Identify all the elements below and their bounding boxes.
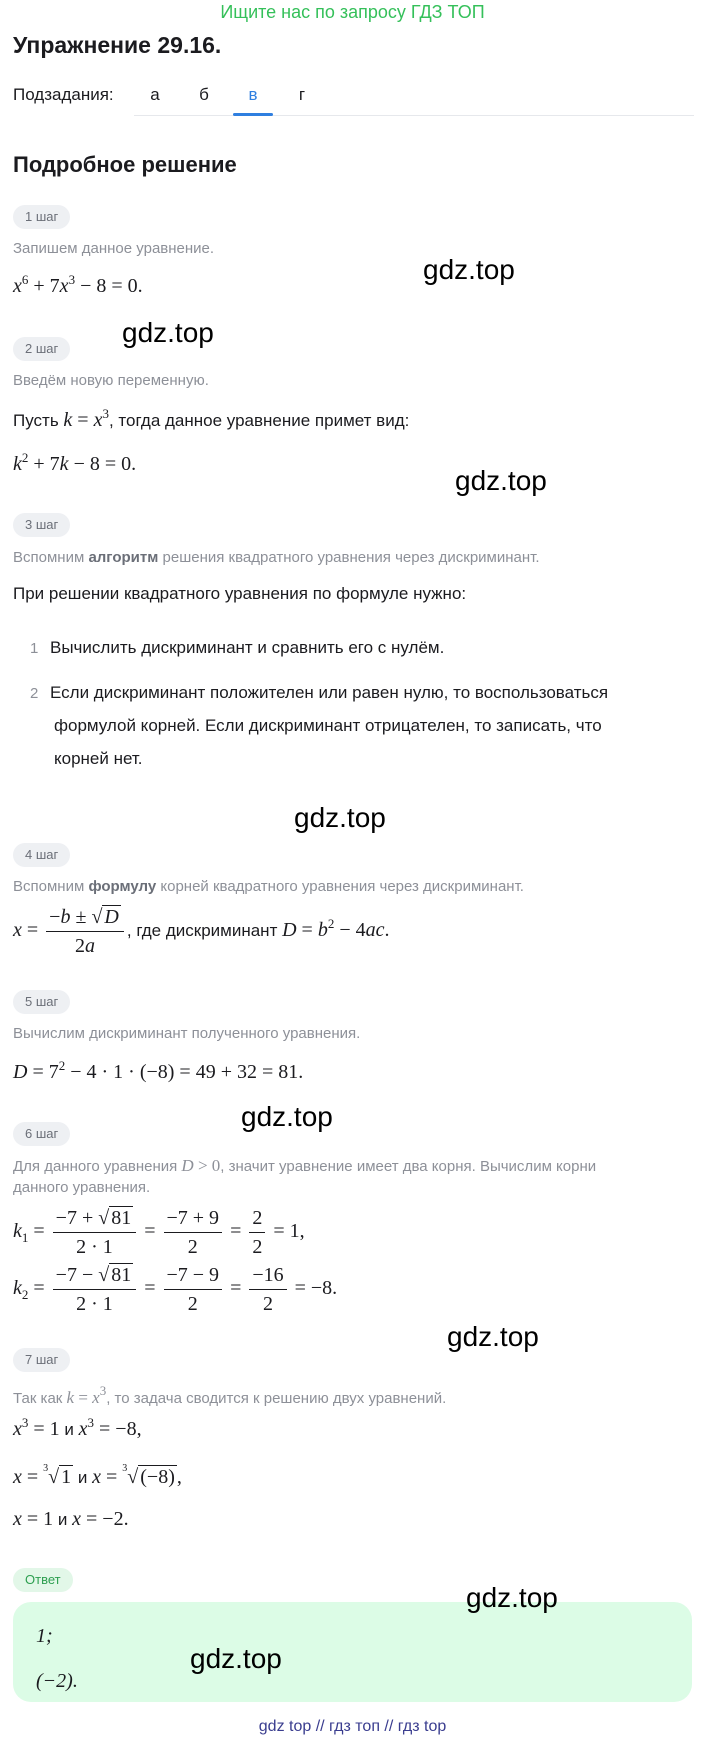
tab-subtask-b[interactable]: б [199, 85, 209, 104]
list-number: 1 [30, 640, 39, 657]
step-badge: 5 шаг [13, 990, 70, 1014]
step-badge: 1 шаг [13, 205, 70, 229]
step-hint: Так как $k = x^3$, то задача сводится к решению двух уравнений. [13, 1383, 447, 1407]
step-hint: Введём новую переменную. [13, 372, 209, 389]
watermark: gdz.top [122, 317, 214, 348]
watermark: gdz.top [466, 1582, 558, 1613]
watermark: gdz.top [294, 802, 386, 833]
step-badge: 2 шаг [13, 337, 70, 361]
watermark: gdz.top [190, 1643, 282, 1674]
answer-box [13, 1602, 692, 1702]
watermark: gdz.top [447, 1321, 539, 1352]
equation: $x^3 = 1$ и $x^3 = -8$, [13, 1415, 142, 1440]
list-item: Вычислить дискриминант и сравнить его с нулём. [50, 638, 445, 657]
equation: x = 1 и x = −2. [13, 1508, 129, 1530]
equation: $x^6 + 7x^3 - 8 = 0$. [13, 272, 143, 297]
watermark: gdz.top [423, 254, 515, 285]
equation: x = $^3$√ 1 и x = $^3$√ (−8) , [13, 1463, 182, 1488]
root-k2: $k_2$ = $\frac{-7 - √ 81}{2 \cdot 1}$ = $\frac{-7 - 9}{2}$ = $\frac{-16}{2}$ = −8. [13, 1264, 338, 1315]
root-k1: $k_1$ = $\frac{-7 + √ 81}{2 \cdot 1}$ = $\frac{-7 + 9}{2}$ = $\frac{2}{2}$ = 1, [13, 1207, 305, 1258]
discriminant-calc: $D = 7^2 - 4 \cdot 1 \cdot (-8) = 49 + 32 = 81$. [13, 1058, 304, 1083]
watermark: gdz.top [455, 465, 547, 496]
exercise-title: Упражнение 29.16. [13, 32, 222, 58]
step-badge: 6 шаг [13, 1122, 70, 1146]
step-hint: Вспомним формулу корней квадратного уравнения через дискриминант. [13, 878, 524, 895]
active-tab-indicator [233, 113, 273, 116]
answer-badge: Ответ [13, 1568, 73, 1592]
tab-subtask-a[interactable]: а [150, 85, 160, 104]
top-ad-banner[interactable]: Ищите нас по запросу ГДЗ ТОП [220, 2, 485, 22]
step-hint: Для данного уравнения D > 0, значит уравнение имеет два корня. Вычислим корни [13, 1156, 597, 1175]
tab-subtask-v[interactable]: в [248, 85, 258, 104]
step-hint: Вычислим дискриминант полученного уравнения. [13, 1025, 361, 1042]
tab-subtask-g[interactable]: г [298, 85, 306, 104]
equation: $k^2 + 7k - 8 = 0$. [13, 450, 137, 475]
quadratic-formula: x = $\frac{-b \pm √ D}{2a}$ , где дискриминант $D = b^2 - 4ac$. [13, 906, 390, 957]
footer-links[interactable]: gdz top // гдз топ // гдз top [258, 1718, 447, 1735]
section-title: Подробное решение [13, 152, 237, 177]
subtasks-label: Подзадания: [13, 85, 114, 104]
step-text: При решении квадратного уравнения по формуле нужно: [13, 584, 467, 603]
answer-line: 1; [36, 1625, 53, 1647]
step-badge: 4 шаг [13, 843, 70, 867]
step-text: Пусть $k = x^3$, тогда данное уравнение примет вид: [13, 406, 410, 431]
step-badge: 7 шаг [13, 1348, 70, 1372]
step-hint: Запишем данное уравнение. [13, 240, 215, 257]
watermark: gdz.top [241, 1101, 333, 1132]
step-hint: данного уравнения. [13, 1179, 151, 1196]
list-number: 2 [30, 685, 39, 702]
list-item: Если дискриминант положителен или равен нулю, то воспользоваться формулой корней. Если дискриминант отрицателен, то записать, что корней нет. [50, 683, 609, 768]
step-hint: Вспомним алгоритм решения квадратного уравнения через дискриминант. [13, 549, 540, 566]
answer-line: (−2). [36, 1670, 78, 1692]
step-badge: 3 шаг [13, 513, 70, 537]
subtasks-divider [134, 115, 694, 116]
